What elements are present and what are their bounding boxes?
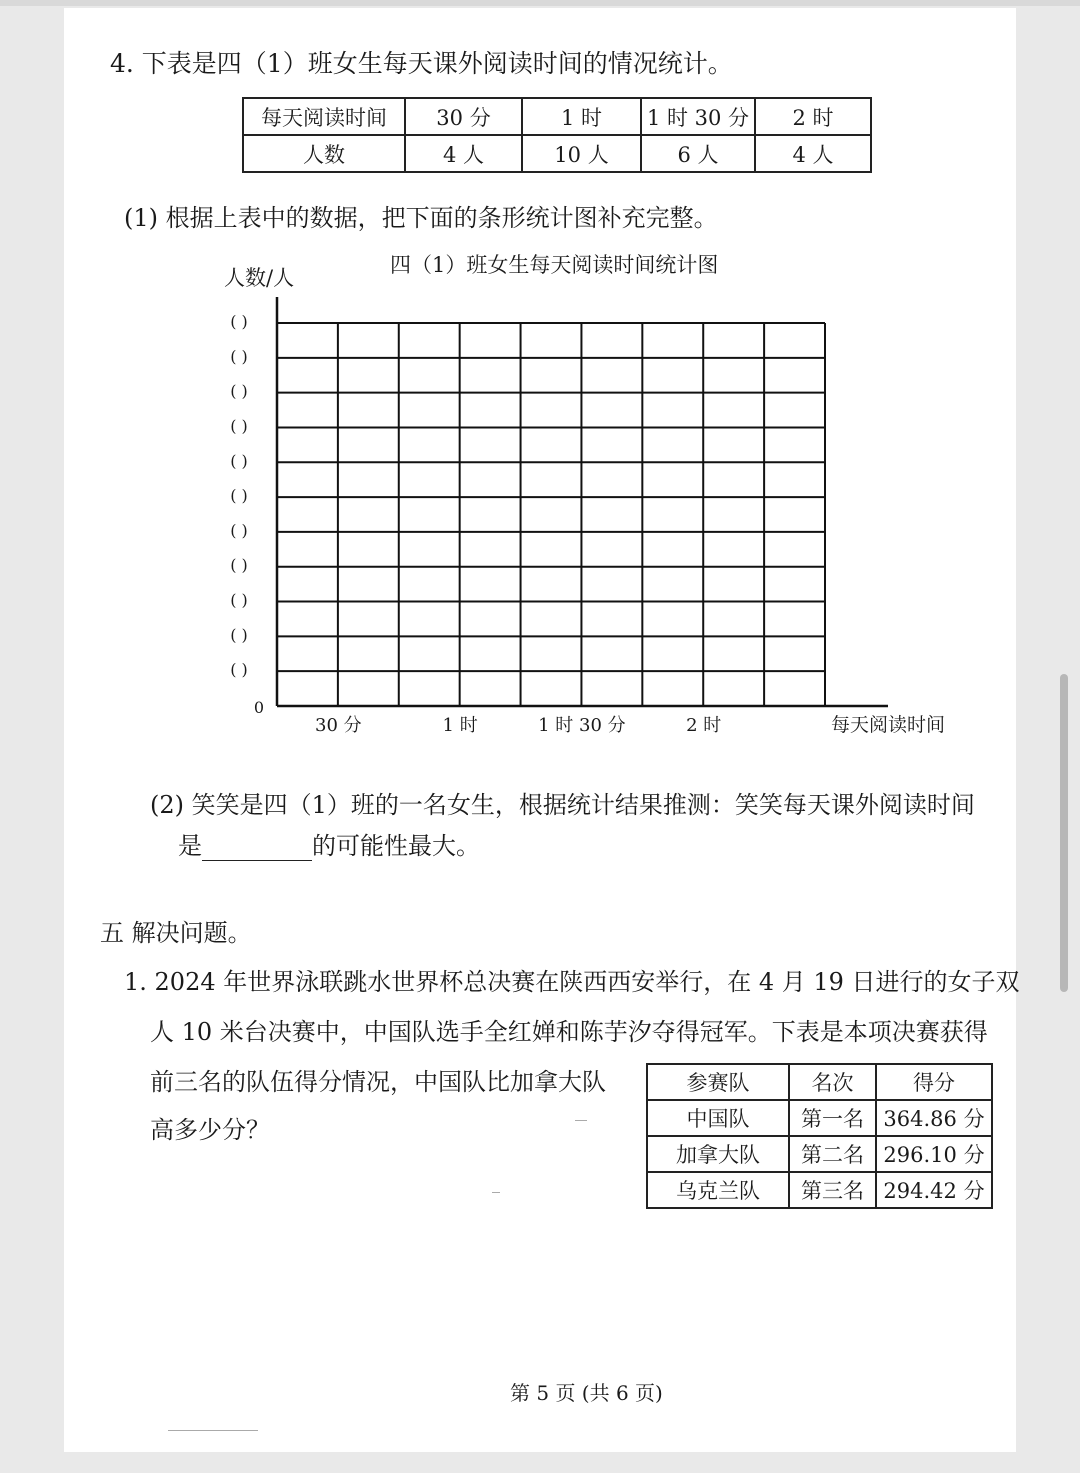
y-tick-label: ( ) [230, 416, 248, 436]
problem-1-line-1: 1. 2024 年世界泳联跳水世界杯总决赛在陕西西安举行，在 4 月 19 日进行的女子双 [124, 968, 1020, 996]
y-tick-label: ( ) [230, 590, 248, 610]
pencil-mark [575, 1120, 587, 1121]
part-2-line-2 [178, 826, 480, 861]
x-tick-label: 2 时 [686, 715, 722, 736]
scrollbar-thumb[interactable] [1060, 674, 1068, 992]
diving-score-table [646, 1063, 993, 1209]
col-2h: 2 时 [755, 98, 871, 135]
team-cell: 中国队 [647, 1100, 789, 1136]
header-score: 得分 [876, 1064, 992, 1100]
section-5-title: 五 解决问题。 [100, 919, 252, 947]
table-row [647, 1064, 992, 1100]
y-tick-label: ( ) [230, 346, 248, 366]
table-row [647, 1172, 992, 1208]
y-tick-label: ( ) [230, 625, 248, 645]
rank-cell: 第二名 [789, 1136, 876, 1172]
row-header-time: 每天阅读时间 [243, 98, 405, 135]
y-tick-label: ( ) [230, 660, 248, 680]
problem-1-line-3: 前三名的队伍得分情况，中国队比加拿大队 [150, 1068, 606, 1096]
pencil-mark [492, 1192, 500, 1193]
rank-cell: 第一名 [789, 1100, 876, 1136]
team-cell: 乌克兰队 [647, 1172, 789, 1208]
table-row [647, 1100, 992, 1136]
part-2-suffix: 的可能性最大。 [312, 832, 480, 860]
x-tick-label: 30 分 [315, 715, 362, 736]
x-tick-label: 1 时 [442, 715, 478, 736]
team-cell: 加拿大队 [647, 1136, 789, 1172]
y-tick-label: ( ) [230, 486, 248, 506]
col-30min: 30 分 [405, 98, 522, 135]
count-2h: 4 人 [755, 135, 871, 172]
y-axis-label: 人数/人 [224, 266, 295, 290]
score-cell: 294.42 分 [876, 1172, 992, 1208]
y-tick-label: ( ) [230, 520, 248, 540]
part-1-instruction: (1) 根据上表中的数据，把下面的条形统计图补充完整。 [124, 204, 718, 232]
y-tick-label: ( ) [230, 451, 248, 471]
header-team: 参赛队 [647, 1064, 789, 1100]
count-1h30: 6 人 [641, 135, 755, 172]
col-1h30: 1 时 30 分 [641, 98, 755, 135]
pencil-mark [168, 1430, 258, 1431]
x-axis-label: 每天阅读时间 [830, 714, 946, 736]
y-tick-label: ( ) [230, 312, 248, 331]
col-1h: 1 时 [522, 98, 641, 135]
header-rank: 名次 [789, 1064, 876, 1100]
rank-cell: 第三名 [789, 1172, 876, 1208]
count-30min: 4 人 [405, 135, 522, 172]
score-cell: 364.86 分 [876, 1100, 992, 1136]
page-footer: 第 5 页 (共 6 页) [510, 1381, 663, 1405]
problem-1-line-2: 人 10 米台决赛中，中国队选手全红婵和陈芋汐夺得冠军。下表是本项决赛获得 [150, 1018, 988, 1046]
answer-blank[interactable] [202, 836, 312, 861]
y-tick-label: 0 [253, 698, 265, 717]
count-1h: 10 人 [522, 135, 641, 172]
part-2-prefix: 是 [178, 832, 202, 860]
table-row [647, 1136, 992, 1172]
y-tick-label: ( ) [230, 555, 248, 575]
part-2-line-1: (2) 笑笑是四（1）班的一名女生，根据统计结果推测：笑笑每天课外阅读时间 [150, 791, 975, 819]
row-header-count: 人数 [243, 135, 405, 172]
question-4-title: 4. 下表是四（1）班女生每天课外阅读时间的情况统计。 [110, 49, 733, 78]
problem-1-line-4: 高多少分？ [150, 1116, 270, 1144]
x-tick-label: 1 时 30 分 [538, 715, 626, 736]
y-tick-label: ( ) [230, 381, 248, 401]
chart-title: 四（1）班女生每天阅读时间统计图 [390, 253, 719, 277]
score-cell: 296.10 分 [876, 1136, 992, 1172]
